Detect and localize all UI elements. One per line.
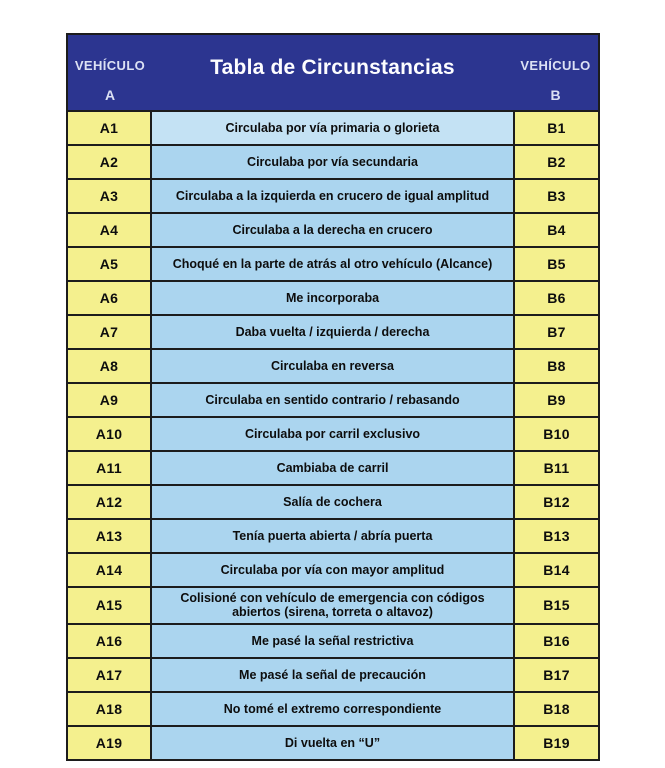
- table-row: [68, 246, 598, 280]
- circumstance-cell: Di vuelta en “U”: [152, 727, 513, 759]
- circumstance-cell: Circulaba por carril exclusivo: [152, 418, 513, 450]
- circumstance-cell: No tomé el extremo correspondiente: [152, 693, 513, 725]
- vehicle-a-code-cell: A8: [68, 350, 152, 382]
- table-row: [68, 178, 598, 212]
- table-header: [68, 35, 598, 112]
- vehicle-b-label: VEHÍCULO: [520, 58, 591, 73]
- vehicle-a-label: VEHÍCULO: [74, 58, 146, 73]
- vehicle-a-code-cell: A4: [68, 214, 152, 246]
- vehicle-b-code-cell: B12: [513, 486, 598, 518]
- vehicle-a-code-cell: A14: [68, 554, 152, 586]
- header-vehicle-b: [513, 35, 598, 110]
- table-row: [68, 450, 598, 484]
- header-vehicle-a: [68, 35, 152, 110]
- table-row: [68, 144, 598, 178]
- vehicle-a-code-cell: A11: [68, 452, 152, 484]
- table-row: [68, 280, 598, 314]
- table-row: [68, 725, 598, 759]
- table-row: [68, 484, 598, 518]
- table-row: [68, 657, 598, 691]
- circumstances-table: [66, 33, 600, 761]
- circumstance-cell: Tenía puerta abierta / abría puerta: [152, 520, 513, 552]
- circumstance-cell: Circulaba por vía secundaria: [152, 146, 513, 178]
- circumstance-cell: Daba vuelta / izquierda / derecha: [152, 316, 513, 348]
- vehicle-a-code-cell: A5: [68, 248, 152, 280]
- table-row: [68, 552, 598, 586]
- vehicle-b-code-cell: B14: [513, 554, 598, 586]
- circumstance-cell: Me pasé la señal de precaución: [152, 659, 513, 691]
- vehicle-b-code-cell: B9: [513, 384, 598, 416]
- vehicle-b-code-cell: B19: [513, 727, 598, 759]
- vehicle-b-code-cell: B4: [513, 214, 598, 246]
- vehicle-b-code-cell: B17: [513, 659, 598, 691]
- table-row: [68, 212, 598, 246]
- table-row: [68, 518, 598, 552]
- circumstance-cell: Circulaba por vía primaria o glorieta: [152, 112, 513, 144]
- circumstance-cell: Circulaba en sentido contrario / rebasando: [152, 384, 513, 416]
- vehicle-b-code-cell: B8: [513, 350, 598, 382]
- vehicle-a-code-cell: A9: [68, 384, 152, 416]
- table-row: [68, 348, 598, 382]
- vehicle-a-code-cell: A16: [68, 625, 152, 657]
- vehicle-b-letter: B: [550, 87, 561, 103]
- vehicle-a-code-cell: A18: [68, 693, 152, 725]
- vehicle-a-code-cell: A13: [68, 520, 152, 552]
- vehicle-a-code-cell: A15: [68, 588, 152, 623]
- circumstance-cell: Cambiaba de carril: [152, 452, 513, 484]
- table-row: [68, 382, 598, 416]
- vehicle-b-code-cell: B16: [513, 625, 598, 657]
- vehicle-b-code-cell: B3: [513, 180, 598, 212]
- vehicle-b-code-cell: B10: [513, 418, 598, 450]
- circumstance-cell: Me incorporaba: [152, 282, 513, 314]
- table-body: [68, 112, 598, 759]
- circumstance-cell: Circulaba en reversa: [152, 350, 513, 382]
- vehicle-b-code-cell: B2: [513, 146, 598, 178]
- table-row: [68, 416, 598, 450]
- vehicle-a-code-cell: A2: [68, 146, 152, 178]
- vehicle-b-code-cell: B15: [513, 588, 598, 623]
- table-row: [68, 112, 598, 144]
- vehicle-a-code-cell: A19: [68, 727, 152, 759]
- page-title: Tabla de Circunstancias: [210, 55, 455, 79]
- header-title-cell: [152, 35, 513, 110]
- vehicle-b-code-cell: B11: [513, 452, 598, 484]
- vehicle-b-code-cell: B6: [513, 282, 598, 314]
- vehicle-a-code-cell: A12: [68, 486, 152, 518]
- table-row: [68, 314, 598, 348]
- circumstance-cell: Me pasé la señal restrictiva: [152, 625, 513, 657]
- vehicle-a-code-cell: A10: [68, 418, 152, 450]
- table-row: [68, 586, 598, 623]
- vehicle-a-code-cell: A7: [68, 316, 152, 348]
- vehicle-a-code-cell: A1: [68, 112, 152, 144]
- vehicle-a-code-cell: A3: [68, 180, 152, 212]
- circumstance-cell: Circulaba a la derecha en crucero: [152, 214, 513, 246]
- vehicle-b-code-cell: B7: [513, 316, 598, 348]
- circumstance-cell: Salía de cochera: [152, 486, 513, 518]
- circumstance-cell: Choqué en la parte de atrás al otro vehículo (Alcance): [152, 248, 513, 280]
- vehicle-a-code-cell: A17: [68, 659, 152, 691]
- vehicle-b-code-cell: B13: [513, 520, 598, 552]
- vehicle-b-code-cell: B5: [513, 248, 598, 280]
- circumstance-cell: Circulaba a la izquierda en crucero de igual amplitud: [152, 180, 513, 212]
- circumstance-cell: Colisioné con vehículo de emergencia con códigos abiertos (sirena, torreta o altavoz): [152, 588, 513, 623]
- circumstance-cell: Circulaba por vía con mayor amplitud: [152, 554, 513, 586]
- vehicle-a-letter: A: [104, 87, 116, 103]
- vehicle-a-code-cell: A6: [68, 282, 152, 314]
- table-row: [68, 691, 598, 725]
- vehicle-b-code-cell: B1: [513, 112, 598, 144]
- vehicle-b-code-cell: B18: [513, 693, 598, 725]
- table-row: [68, 623, 598, 657]
